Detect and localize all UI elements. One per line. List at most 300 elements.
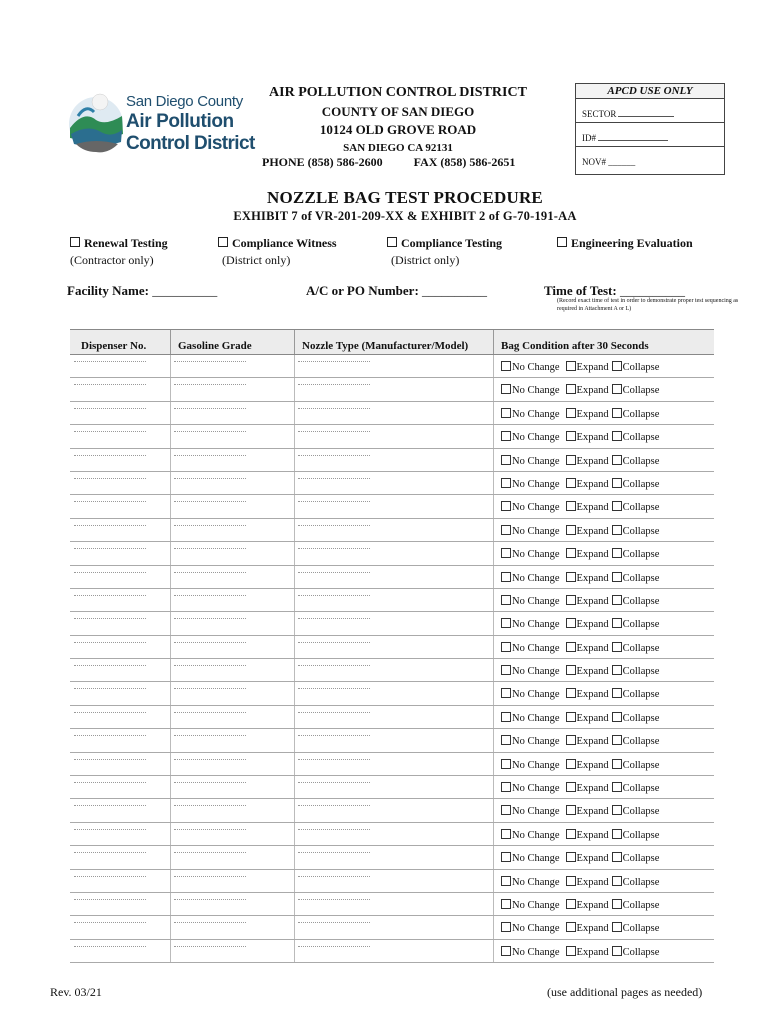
condition-option[interactable] — [612, 806, 660, 817]
nozzle-type-input[interactable] — [298, 525, 370, 526]
checkbox-icon[interactable] — [501, 455, 511, 465]
condition-option[interactable] — [566, 923, 609, 934]
condition-option[interactable] — [501, 830, 560, 841]
condition-option[interactable] — [501, 432, 560, 443]
condition-option[interactable] — [566, 666, 609, 677]
header-gasoline-grade: Gasoline Grade — [178, 340, 252, 352]
table-row — [70, 682, 714, 705]
checkbox-icon[interactable] — [566, 548, 576, 558]
condition-option[interactable] — [612, 502, 660, 513]
condition-option[interactable] — [612, 900, 660, 911]
condition-label: Expand — [576, 876, 609, 888]
nozzle-type-input[interactable] — [298, 548, 370, 549]
condition-option[interactable] — [612, 853, 660, 864]
condition-option[interactable] — [612, 619, 660, 630]
condition-option[interactable] — [566, 806, 609, 817]
checkbox-icon[interactable] — [566, 572, 576, 582]
condition-option[interactable] — [612, 362, 660, 373]
condition-option[interactable] — [501, 479, 560, 490]
grade-input[interactable] — [174, 431, 246, 432]
grade-input[interactable] — [174, 595, 246, 596]
condition-option[interactable] — [612, 432, 660, 443]
nozzle-type-input[interactable] — [298, 478, 370, 479]
nozzle-test-table — [70, 329, 714, 963]
bag-condition-options — [501, 922, 662, 934]
condition-label: No Change — [512, 712, 560, 724]
condition-option[interactable] — [501, 853, 560, 864]
grade-input[interactable] — [174, 384, 246, 385]
grade-input[interactable] — [174, 946, 246, 947]
condition-label: No Change — [512, 455, 560, 467]
grade-input[interactable] — [174, 548, 246, 549]
checkbox-icon[interactable] — [612, 759, 622, 769]
condition-option[interactable] — [612, 713, 660, 724]
condition-option[interactable] — [612, 456, 660, 467]
checkbox-icon[interactable] — [612, 384, 622, 394]
dispenser-input[interactable] — [74, 805, 146, 806]
table-body — [70, 355, 714, 963]
checkbox-icon[interactable] — [612, 525, 622, 535]
checkbox-icon[interactable] — [612, 735, 622, 745]
checkbox-icon[interactable] — [501, 712, 511, 722]
checkbox-icon[interactable] — [501, 876, 511, 886]
grade-input[interactable] — [174, 572, 246, 573]
condition-option[interactable] — [501, 573, 560, 584]
table-row — [70, 566, 714, 589]
nozzle-type-input[interactable] — [298, 735, 370, 736]
grade-input[interactable] — [174, 501, 246, 502]
nozzle-type-input[interactable] — [298, 572, 370, 573]
condition-option[interactable] — [612, 830, 660, 841]
checkbox-icon[interactable] — [566, 782, 576, 792]
nozzle-type-input[interactable] — [298, 384, 370, 385]
grade-input[interactable] — [174, 478, 246, 479]
condition-option[interactable] — [501, 877, 560, 888]
bag-condition-options — [501, 408, 662, 420]
dispenser-input[interactable] — [74, 525, 146, 526]
dispenser-input[interactable] — [74, 478, 146, 479]
apcd-use-only-box — [575, 83, 725, 175]
nozzle-type-input[interactable] — [298, 829, 370, 830]
dispenser-input[interactable] — [74, 548, 146, 549]
table-row — [70, 542, 714, 565]
condition-option[interactable] — [566, 853, 609, 864]
checkbox-icon[interactable] — [566, 501, 576, 511]
condition-label: Collapse — [622, 572, 660, 584]
bag-condition-options — [501, 735, 662, 747]
grade-input[interactable] — [174, 618, 246, 619]
dispenser-input[interactable] — [74, 782, 146, 783]
bag-condition-options — [501, 852, 662, 864]
condition-option[interactable] — [566, 736, 609, 747]
condition-option[interactable] — [566, 947, 609, 958]
nozzle-type-input[interactable] — [298, 946, 370, 947]
checkbox-icon[interactable] — [566, 618, 576, 628]
condition-option[interactable] — [612, 947, 660, 958]
condition-option[interactable] — [501, 619, 560, 630]
checkbox-icon[interactable] — [566, 805, 576, 815]
nozzle-type-input[interactable] — [298, 876, 370, 877]
checkbox-icon[interactable] — [566, 525, 576, 535]
condition-option[interactable] — [501, 713, 560, 724]
condition-option[interactable] — [566, 783, 609, 794]
table-row — [70, 893, 714, 916]
condition-option[interactable] — [566, 549, 609, 560]
nozzle-type-input[interactable] — [298, 408, 370, 409]
condition-option[interactable] — [501, 783, 560, 794]
checkbox-icon[interactable] — [612, 361, 622, 371]
checkbox-icon[interactable] — [612, 455, 622, 465]
checkbox-icon[interactable] — [557, 237, 567, 247]
grade-input[interactable] — [174, 759, 246, 760]
condition-label: Expand — [576, 455, 609, 467]
nozzle-type-input[interactable] — [298, 782, 370, 783]
checkbox-icon[interactable] — [612, 946, 622, 956]
nozzle-type-input[interactable] — [298, 501, 370, 502]
checkbox-icon[interactable] — [612, 688, 622, 698]
grade-input[interactable] — [174, 899, 246, 900]
condition-option[interactable] — [566, 900, 609, 911]
condition-label: Expand — [576, 432, 609, 444]
condition-option[interactable] — [566, 409, 609, 420]
dispenser-input[interactable] — [74, 735, 146, 736]
checkbox-icon[interactable] — [501, 759, 511, 769]
grade-input[interactable] — [174, 642, 246, 643]
option-compliance-witness[interactable]: Compliance Witness (District only) — [218, 236, 337, 268]
checkbox-icon[interactable] — [70, 237, 80, 247]
checkbox-icon[interactable] — [612, 595, 622, 605]
condition-option[interactable] — [566, 596, 609, 607]
checkbox-icon[interactable] — [501, 384, 511, 394]
grade-input[interactable] — [174, 408, 246, 409]
checkbox-icon[interactable] — [387, 237, 397, 247]
grade-input[interactable] — [174, 688, 246, 689]
condition-option[interactable] — [566, 877, 609, 888]
checkbox-icon[interactable] — [566, 876, 576, 886]
condition-option[interactable] — [566, 456, 609, 467]
checkbox-icon[interactable] — [501, 899, 511, 909]
option-renewal-sub: (Contractor only) — [70, 253, 154, 267]
bag-condition-options — [501, 572, 662, 584]
checkbox-icon[interactable] — [566, 688, 576, 698]
checkbox-icon[interactable] — [612, 876, 622, 886]
checkbox-icon[interactable] — [612, 829, 622, 839]
condition-option[interactable] — [612, 877, 660, 888]
dispenser-input[interactable] — [74, 618, 146, 619]
logo-line-1: San Diego County — [126, 93, 243, 110]
checkbox-icon[interactable] — [501, 782, 511, 792]
checkbox-icon[interactable] — [612, 899, 622, 909]
checkbox-icon[interactable] — [566, 829, 576, 839]
dispenser-input[interactable] — [74, 876, 146, 877]
header-bag-condition: Bag Condition after 30 Seconds — [501, 340, 649, 352]
nozzle-type-input[interactable] — [298, 665, 370, 666]
checkbox-icon[interactable] — [612, 548, 622, 558]
nozzle-type-input[interactable] — [298, 455, 370, 456]
condition-option[interactable] — [612, 549, 660, 560]
dispenser-input[interactable] — [74, 712, 146, 713]
table-row — [70, 823, 714, 846]
grade-input[interactable] — [174, 829, 246, 830]
checkbox-icon[interactable] — [566, 478, 576, 488]
checkbox-icon[interactable] — [501, 688, 511, 698]
condition-label: Collapse — [622, 619, 660, 631]
condition-option[interactable] — [501, 666, 560, 677]
checkbox-icon[interactable] — [612, 478, 622, 488]
checkbox-icon[interactable] — [501, 408, 511, 418]
table-row — [70, 846, 714, 869]
sector-field[interactable]: SECTOR — [576, 99, 724, 123]
condition-label: No Change — [512, 666, 560, 678]
grade-input[interactable] — [174, 361, 246, 362]
dispenser-input[interactable] — [74, 642, 146, 643]
bag-condition-options — [501, 782, 662, 794]
condition-label: Expand — [576, 736, 609, 748]
nozzle-type-input[interactable] — [298, 595, 370, 596]
checkbox-icon[interactable] — [501, 525, 511, 535]
condition-option[interactable] — [566, 432, 609, 443]
checkbox-icon[interactable] — [566, 899, 576, 909]
checkbox-icon[interactable] — [501, 946, 511, 956]
condition-option[interactable] — [501, 900, 560, 911]
checkbox-icon[interactable] — [501, 618, 511, 628]
checkbox-icon[interactable] — [501, 478, 511, 488]
condition-option[interactable] — [612, 385, 660, 396]
condition-option[interactable] — [501, 526, 560, 537]
dispenser-input[interactable] — [74, 899, 146, 900]
time-of-test-field[interactable]: Time of Test: __________ — [544, 283, 685, 298]
condition-option[interactable] — [501, 806, 560, 817]
condition-option[interactable] — [566, 526, 609, 537]
condition-label: Collapse — [622, 642, 660, 654]
agency-city: SAN DIEGO CA 92131 — [343, 142, 453, 154]
checkbox-icon[interactable] — [501, 595, 511, 605]
facility-name-field[interactable]: Facility Name: __________ — [67, 283, 218, 298]
checkbox-icon[interactable] — [566, 642, 576, 652]
checkbox-icon[interactable] — [566, 665, 576, 675]
nozzle-type-input[interactable] — [298, 642, 370, 643]
dispenser-input[interactable] — [74, 595, 146, 596]
condition-option[interactable] — [566, 479, 609, 490]
dispenser-input[interactable] — [74, 922, 146, 923]
checkbox-icon[interactable] — [612, 665, 622, 675]
condition-option[interactable] — [612, 643, 660, 654]
checkbox-icon[interactable] — [501, 501, 511, 511]
nozzle-type-input[interactable] — [298, 712, 370, 713]
grade-input[interactable] — [174, 455, 246, 456]
checkbox-icon[interactable] — [501, 922, 511, 932]
checkbox-icon[interactable] — [566, 455, 576, 465]
table-row — [70, 776, 714, 799]
checkbox-icon[interactable] — [566, 759, 576, 769]
nozzle-type-input[interactable] — [298, 431, 370, 432]
condition-option[interactable] — [501, 760, 560, 771]
grade-input[interactable] — [174, 665, 246, 666]
condition-label: Expand — [576, 619, 609, 631]
grade-input[interactable] — [174, 922, 246, 923]
ac-po-number-field[interactable]: A/C or PO Number: __________ — [306, 283, 488, 298]
condition-option[interactable] — [612, 923, 660, 934]
checkbox-icon[interactable] — [612, 642, 622, 652]
checkbox-icon[interactable] — [501, 431, 511, 441]
dispenser-input[interactable] — [74, 361, 146, 362]
condition-option[interactable] — [612, 689, 660, 700]
grade-input[interactable] — [174, 805, 246, 806]
nozzle-type-input[interactable] — [298, 759, 370, 760]
grade-input[interactable] — [174, 782, 246, 783]
condition-label: Expand — [576, 829, 609, 841]
grade-input[interactable] — [174, 735, 246, 736]
dispenser-input[interactable] — [74, 829, 146, 830]
condition-option[interactable] — [566, 573, 609, 584]
condition-option[interactable] — [566, 385, 609, 396]
condition-option[interactable] — [612, 573, 660, 584]
condition-option[interactable] — [501, 362, 560, 373]
condition-option[interactable] — [501, 923, 560, 934]
condition-option[interactable] — [612, 409, 660, 420]
table-row — [70, 449, 714, 472]
dispenser-input[interactable] — [74, 572, 146, 573]
condition-option[interactable] — [501, 385, 560, 396]
nozzle-type-input[interactable] — [298, 922, 370, 923]
condition-option[interactable] — [612, 760, 660, 771]
grade-input[interactable] — [174, 876, 246, 877]
bag-condition-options — [501, 946, 662, 958]
id-field[interactable]: ID# — [576, 123, 724, 147]
checkbox-icon[interactable] — [501, 642, 511, 652]
condition-option[interactable] — [566, 760, 609, 771]
condition-option[interactable] — [566, 619, 609, 630]
dispenser-input[interactable] — [74, 384, 146, 385]
checkbox-icon[interactable] — [612, 408, 622, 418]
condition-option[interactable] — [501, 689, 560, 700]
condition-label: Expand — [576, 759, 609, 771]
checkbox-icon[interactable] — [501, 735, 511, 745]
checkbox-icon[interactable] — [566, 361, 576, 371]
nozzle-type-input[interactable] — [298, 805, 370, 806]
agency-county: COUNTY OF SAN DIEGO — [321, 104, 475, 119]
nozzle-type-input[interactable] — [298, 852, 370, 853]
condition-option[interactable] — [612, 736, 660, 747]
dispenser-input[interactable] — [74, 759, 146, 760]
condition-option[interactable] — [501, 409, 560, 420]
nozzle-type-input[interactable] — [298, 688, 370, 689]
checkbox-icon[interactable] — [612, 782, 622, 792]
option-renewal-testing[interactable]: Renewal Testing (Contractor only) — [70, 236, 168, 267]
dispenser-input[interactable] — [74, 946, 146, 947]
checkbox-icon[interactable] — [566, 852, 576, 862]
condition-option[interactable] — [612, 596, 660, 607]
dispenser-input[interactable] — [74, 501, 146, 502]
checkbox-icon[interactable] — [612, 431, 622, 441]
dispenser-input[interactable] — [74, 852, 146, 853]
condition-option[interactable] — [612, 526, 660, 537]
condition-label: Expand — [576, 478, 609, 490]
grade-input[interactable] — [174, 712, 246, 713]
condition-option[interactable] — [501, 736, 560, 747]
condition-label: No Change — [512, 853, 560, 865]
condition-option[interactable] — [612, 479, 660, 490]
bag-condition-options — [501, 688, 662, 700]
condition-option[interactable] — [566, 713, 609, 724]
checkbox-icon[interactable] — [566, 735, 576, 745]
apcd-box-header: APCD USE ONLY — [576, 84, 724, 99]
checkbox-icon[interactable] — [566, 712, 576, 722]
checkbox-icon[interactable] — [501, 829, 511, 839]
checkbox-icon[interactable] — [612, 712, 622, 722]
checkbox-icon[interactable] — [566, 431, 576, 441]
condition-option[interactable] — [566, 643, 609, 654]
checkbox-icon[interactable] — [566, 408, 576, 418]
dispenser-input[interactable] — [74, 408, 146, 409]
condition-label: Expand — [576, 712, 609, 724]
checkbox-icon[interactable] — [566, 946, 576, 956]
condition-option[interactable] — [566, 502, 609, 513]
bag-condition-options — [501, 805, 662, 817]
nov-field[interactable]: NOV# ______ — [582, 157, 636, 167]
condition-option[interactable] — [566, 830, 609, 841]
checkbox-icon[interactable] — [501, 852, 511, 862]
condition-option[interactable] — [501, 947, 560, 958]
checkbox-icon[interactable] — [612, 572, 622, 582]
logo-line-3: Control District — [126, 133, 255, 154]
nozzle-type-input[interactable] — [298, 618, 370, 619]
checkbox-icon[interactable] — [612, 805, 622, 815]
checkbox-icon[interactable] — [501, 548, 511, 558]
checkbox-icon[interactable] — [612, 922, 622, 932]
condition-option[interactable] — [501, 596, 560, 607]
condition-option[interactable] — [501, 456, 560, 467]
checkbox-icon[interactable] — [566, 922, 576, 932]
checkbox-icon[interactable] — [566, 384, 576, 394]
nozzle-type-input[interactable] — [298, 361, 370, 362]
option-compliance-testing[interactable]: Compliance Testing (District only) — [387, 236, 502, 268]
checkbox-icon[interactable] — [501, 572, 511, 582]
condition-option[interactable] — [566, 362, 609, 373]
bag-condition-options — [501, 525, 662, 537]
condition-option[interactable] — [501, 502, 560, 513]
checkbox-icon[interactable] — [612, 852, 622, 862]
table-row — [70, 355, 714, 378]
condition-label: Expand — [576, 385, 609, 397]
condition-label: No Change — [512, 759, 560, 771]
dispenser-input[interactable] — [74, 431, 146, 432]
condition-label: No Change — [512, 619, 560, 631]
option-engineering-evaluation[interactable]: Engineering Evaluation — [557, 236, 693, 251]
dispenser-input[interactable] — [74, 688, 146, 689]
checkbox-icon[interactable] — [501, 805, 511, 815]
dispenser-input[interactable] — [74, 455, 146, 456]
checkbox-icon[interactable] — [501, 361, 511, 371]
grade-input[interactable] — [174, 852, 246, 853]
condition-option[interactable] — [612, 783, 660, 794]
logo-line-2: Air Pollution — [126, 111, 234, 132]
condition-option[interactable] — [566, 689, 609, 700]
checkbox-icon[interactable] — [218, 237, 228, 247]
nozzle-type-input[interactable] — [298, 899, 370, 900]
bag-condition-options — [501, 712, 662, 724]
condition-option[interactable] — [501, 549, 560, 560]
condition-option[interactable] — [501, 643, 560, 654]
checkbox-icon[interactable] — [566, 595, 576, 605]
condition-option[interactable] — [612, 666, 660, 677]
checkbox-icon[interactable] — [501, 665, 511, 675]
checkbox-icon[interactable] — [612, 618, 622, 628]
grade-input[interactable] — [174, 525, 246, 526]
dispenser-input[interactable] — [74, 665, 146, 666]
condition-label: No Change — [512, 642, 560, 654]
checkbox-icon[interactable] — [612, 501, 622, 511]
